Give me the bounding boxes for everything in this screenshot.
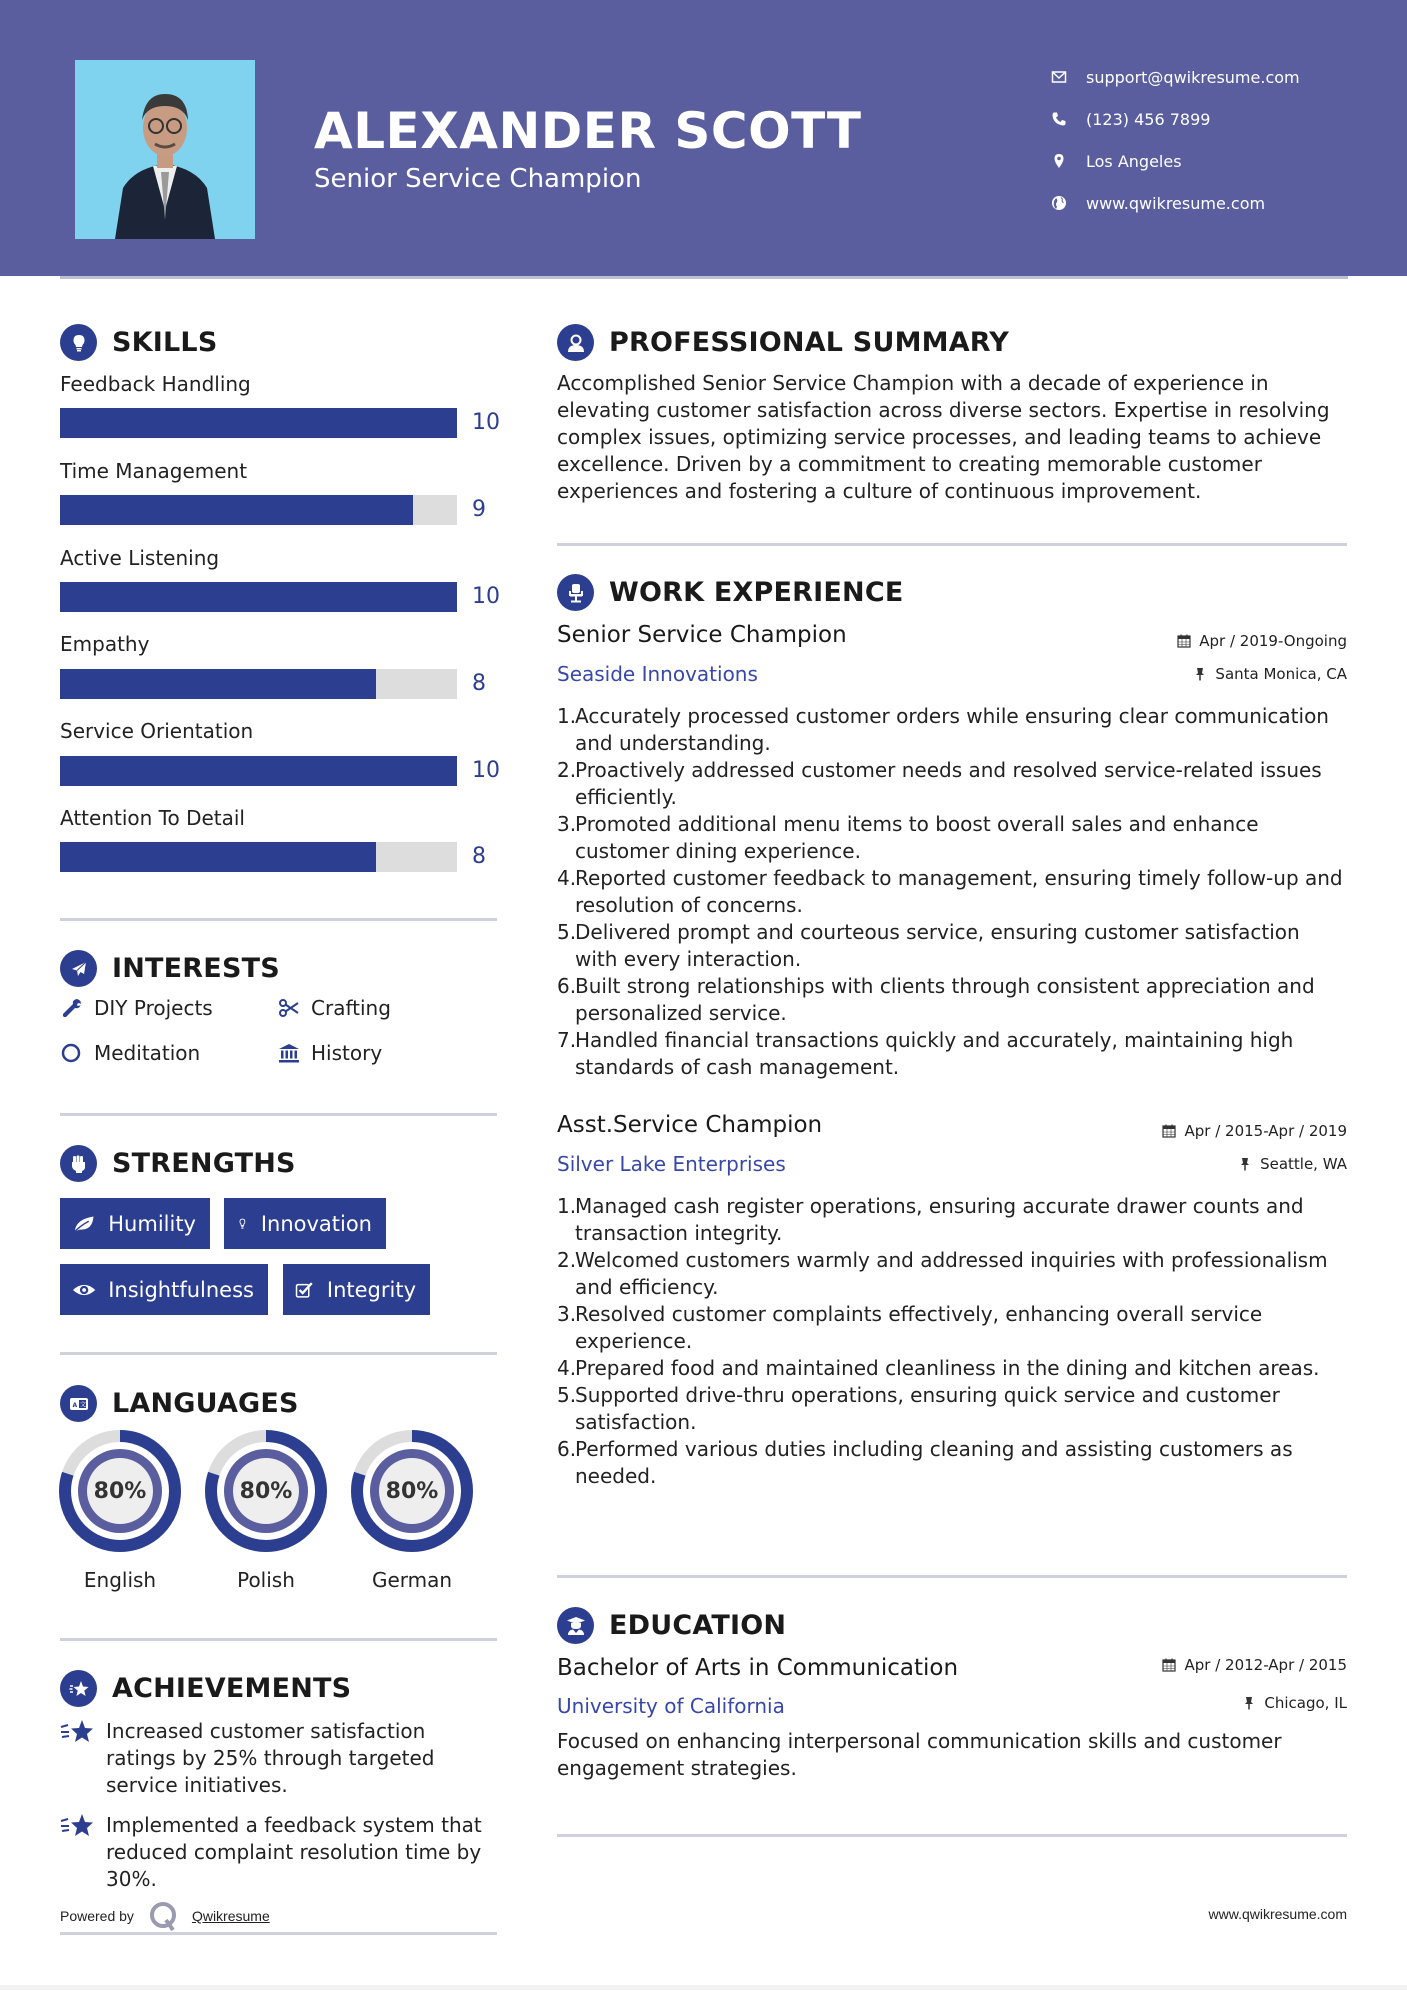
calendar-icon xyxy=(1162,1124,1176,1138)
pushpin-icon xyxy=(1238,1157,1252,1171)
bullet-text: Welcomed customers warmly and addressed inquiries with professionalism and efficiency. xyxy=(575,1248,1328,1299)
graduate-icon xyxy=(557,1607,594,1644)
language-percent: 80% xyxy=(385,1478,439,1504)
contact-website-text: www.qwikresume.com xyxy=(1086,193,1266,213)
strength-badge xyxy=(283,1264,430,1315)
interest-label: Meditation xyxy=(94,1041,201,1065)
strength-label: Humility xyxy=(108,1211,196,1236)
skill-bar-fill xyxy=(60,842,376,872)
language-item xyxy=(205,1430,327,1592)
bullet-item: 6. Performed various duties including cleaning and assisting customers as needed. xyxy=(557,1436,1347,1490)
calendar-icon xyxy=(1177,634,1191,648)
contact-phone-text: (123) 456 7899 xyxy=(1086,109,1211,129)
skill-label: Active Listening xyxy=(60,546,220,570)
job-dates-text: Apr / 2015-Apr / 2019 xyxy=(1184,1122,1347,1140)
lightbulb-icon xyxy=(60,324,97,361)
star-icon xyxy=(60,1718,96,1748)
bullet-text: Managed cash register operations, ensuring accurate drawer counts and transaction integrity. xyxy=(575,1194,1304,1245)
star-icon xyxy=(60,1812,96,1842)
achievement-text: Increased customer satisfaction ratings by 25% through targeted service initiatives. xyxy=(106,1719,435,1797)
interest-label: DIY Projects xyxy=(94,996,213,1020)
interests-title: INTERESTS xyxy=(112,953,280,984)
education-description: Focused on enhancing interpersonal communication skills and customer engagement strategies. xyxy=(557,1729,1282,1780)
language-ring xyxy=(351,1430,473,1552)
skill-bar-fill xyxy=(60,408,457,438)
education-dates-text: Apr / 2012-Apr / 2015 xyxy=(1184,1656,1347,1674)
education-heading xyxy=(557,1607,786,1644)
bullet-text: Supported drive-thru operations, ensuring quick service and customer satisfaction. xyxy=(575,1383,1280,1434)
strength-badge xyxy=(60,1198,210,1249)
school-name: University of California xyxy=(557,1694,785,1718)
skill-bar xyxy=(60,756,457,786)
resume-header xyxy=(0,0,1407,276)
office-chair-icon xyxy=(557,574,594,611)
interest-item xyxy=(277,1041,382,1065)
achievements-title: ACHIEVEMENTS xyxy=(112,1673,352,1704)
job-location xyxy=(1193,665,1347,683)
bullet-item: 5. Supported drive-thru operations, ensuring quick service and customer satisfaction. xyxy=(557,1382,1347,1436)
language-item xyxy=(59,1430,181,1592)
contact-location-text: Los Angeles xyxy=(1086,151,1182,171)
skill-label: Time Management xyxy=(60,459,248,483)
qwikresume-logo-icon xyxy=(148,1900,180,1932)
contact-email-text: support@qwikresume.com xyxy=(1086,67,1300,87)
bullet-text: Built strong relationships with clients through consistent appreciation and personalized service. xyxy=(575,974,1315,1025)
bullet-item: 7. Handled financial transactions quickly and accurately, maintaining high standards of cash management. xyxy=(557,1027,1347,1081)
section-divider xyxy=(60,918,497,921)
education-dates xyxy=(1162,1656,1347,1674)
skill-label: Feedback Handling xyxy=(60,372,251,396)
footer-website-link[interactable]: www.qwikresume.com xyxy=(1208,1906,1347,1922)
bullet-item: 3. Promoted additional menu items to boost overall sales and enhance customer dining experience. xyxy=(557,811,1347,865)
experience-heading xyxy=(557,574,903,611)
job-dates-text: Apr / 2019-Ongoing xyxy=(1199,632,1347,650)
summary-title: PROFESSIONAL SUMMARY xyxy=(609,327,1010,358)
skill-label: Service Orientation xyxy=(60,719,254,743)
language-item xyxy=(351,1430,473,1592)
contact-location xyxy=(1050,140,1300,182)
languages-heading xyxy=(60,1385,299,1422)
skill-bar xyxy=(60,669,457,699)
qwikresume-link[interactable]: Qwikresume xyxy=(191,1908,270,1924)
bullet-text: Accurately processed customer orders while ensuring clear communication and understanding. xyxy=(575,704,1329,755)
skill-value: 10 xyxy=(472,758,500,783)
bullet-item: 4. Reported customer feedback to management, ensuring timely follow-up and resolution of concerns. xyxy=(557,865,1347,919)
skill-bar xyxy=(60,582,457,612)
language-percent: 80% xyxy=(93,1478,147,1504)
bullet-text: Handled financial transactions quickly and accurately, maintaining high standards of cash management. xyxy=(575,1028,1294,1079)
contact-website[interactable] xyxy=(1050,182,1300,224)
job-company: Seaside Innovations xyxy=(557,662,758,686)
interest-item xyxy=(60,1041,200,1065)
achievement-item xyxy=(60,1812,500,1893)
languages-title: LANGUAGES xyxy=(112,1388,299,1419)
bullet-item: 2. Welcomed customers warmly and addressed inquiries with professionalism and efficiency. xyxy=(557,1247,1347,1301)
job-location xyxy=(1238,1155,1347,1173)
powered-by xyxy=(60,1900,270,1932)
job-title: Senior Service Champion xyxy=(557,622,847,648)
bullet-text: Proactively addressed customer needs and resolved service-related issues efficiently. xyxy=(575,758,1322,809)
section-divider xyxy=(557,1834,1347,1837)
language-name: German xyxy=(371,1568,453,1592)
phone-icon xyxy=(1050,110,1068,128)
job-dates xyxy=(1162,1122,1347,1140)
education-location-text: Chicago, IL xyxy=(1264,1694,1347,1712)
user-icon xyxy=(557,324,594,361)
fist-icon xyxy=(60,1145,97,1182)
skill-bar xyxy=(60,408,457,438)
job-company: Silver Lake Enterprises xyxy=(557,1152,786,1176)
section-divider xyxy=(557,543,1347,546)
bullet-text: Resolved customer complaints effectively, enhancing overall service experience. xyxy=(575,1302,1263,1353)
candidate-title: Senior Service Champion xyxy=(314,164,642,194)
skill-bar-fill xyxy=(60,582,457,612)
skill-value: 10 xyxy=(472,584,500,609)
paper-plane-icon xyxy=(60,950,97,987)
page-bottom-edge xyxy=(0,1985,1407,1990)
bullet-text: Performed various duties including cleaning and assisting customers as needed. xyxy=(575,1437,1293,1488)
bullet-text: Prepared food and maintained cleanliness in the dining and kitchen areas. xyxy=(575,1356,1320,1380)
summary-heading xyxy=(557,324,1009,361)
achievement-text: Implemented a feedback system that reduced complaint resolution time by 30%. xyxy=(106,1813,482,1891)
skill-value: 8 xyxy=(472,671,486,696)
eye-icon xyxy=(72,1279,96,1301)
skill-value: 9 xyxy=(472,497,486,522)
strengths-heading xyxy=(60,1145,296,1182)
bullet-text: Reported customer feedback to management, ensuring timely follow-up and resolution of concerns. xyxy=(575,866,1343,917)
skill-bar-fill xyxy=(60,756,457,786)
language-ring xyxy=(59,1430,181,1552)
bullet-text: Promoted additional menu items to boost overall sales and enhance customer dining experience. xyxy=(575,812,1259,863)
wrench-icon xyxy=(60,996,84,1020)
strength-badge xyxy=(60,1264,268,1315)
interest-label: History xyxy=(311,1041,383,1065)
strength-label: Integrity xyxy=(326,1277,416,1302)
check-square-icon xyxy=(295,1279,315,1301)
bullet-item: 3. Resolved customer complaints effectively, enhancing overall service experience. xyxy=(557,1301,1347,1355)
language-ring xyxy=(205,1430,327,1552)
interests-heading xyxy=(60,950,280,987)
lightbulb-icon xyxy=(236,1213,249,1235)
skill-bar xyxy=(60,495,457,525)
degree-title: Bachelor of Arts in Communication xyxy=(557,1655,959,1681)
summary-text: Accomplished Senior Service Champion with a decade of experience in elevating customer satisfaction across diverse sectors. Expertise in resolving complex issues, optimizing service processes, and leading teams to achieve excellence. Driven by a commitment to creating memorable customer experiences and fostering a culture of continuous improvement. xyxy=(557,371,1330,503)
skills-heading xyxy=(60,324,217,361)
contact-email[interactable] xyxy=(1050,56,1300,98)
leaf-icon xyxy=(72,1213,96,1235)
candidate-name: ALEXANDER SCOTT xyxy=(314,102,862,160)
language-percent: 80% xyxy=(239,1478,293,1504)
pushpin-icon xyxy=(1242,1696,1256,1710)
bullet-item: 6. Built strong relationships with clients through consistent appreciation and personalized service. xyxy=(557,973,1347,1027)
job-title: Asst.Service Champion xyxy=(557,1112,823,1138)
bullet-item: 5. Delivered prompt and courteous service, ensuring customer satisfaction with every interaction. xyxy=(557,919,1347,973)
skill-bar xyxy=(60,842,457,872)
translate-icon xyxy=(60,1385,97,1422)
interest-item xyxy=(60,996,213,1020)
powered-by-label: Powered by xyxy=(60,1908,134,1924)
strengths-title: STRENGTHS xyxy=(112,1148,296,1179)
header-divider xyxy=(60,276,1348,279)
star-badge-icon xyxy=(60,1670,97,1707)
skill-bar-fill xyxy=(60,495,413,525)
interest-item xyxy=(277,996,391,1020)
skill-value: 10 xyxy=(472,410,500,435)
job-bullets xyxy=(557,1193,1347,1490)
contact-list xyxy=(1050,56,1300,224)
circle-icon xyxy=(60,1041,84,1065)
education-location xyxy=(1242,1694,1347,1712)
skill-bar-fill xyxy=(60,669,376,699)
bullet-item: 1. Accurately processed customer orders while ensuring clear communication and understanding. xyxy=(557,703,1347,757)
skill-value: 8 xyxy=(472,844,486,869)
section-divider xyxy=(557,1575,1347,1578)
strength-label: Innovation xyxy=(260,1211,372,1236)
interest-label: Crafting xyxy=(311,996,391,1020)
museum-icon xyxy=(277,1041,301,1065)
bullet-item: 2. Proactively addressed customer needs and resolved service-related issues efficiently. xyxy=(557,757,1347,811)
language-name: English xyxy=(83,1568,157,1592)
bullet-text: Delivered prompt and courteous service, ensuring customer satisfaction with every interaction. xyxy=(575,920,1300,971)
education-title: EDUCATION xyxy=(609,1610,787,1641)
person-photo-icon xyxy=(75,60,255,239)
achievement-item xyxy=(60,1718,500,1799)
skill-label: Attention To Detail xyxy=(60,806,245,830)
contact-phone[interactable] xyxy=(1050,98,1300,140)
section-divider xyxy=(60,1932,497,1935)
job-bullets xyxy=(557,703,1347,1081)
bullet-item: 1. Managed cash register operations, ensuring accurate drawer counts and transaction integrity. xyxy=(557,1193,1347,1247)
job-location-text: Santa Monica, CA xyxy=(1215,665,1347,683)
job-dates xyxy=(1177,632,1347,650)
experience-title: WORK EXPERIENCE xyxy=(609,577,904,608)
scissors-icon xyxy=(277,996,301,1020)
map-pin-icon xyxy=(1050,152,1068,170)
pushpin-icon xyxy=(1193,667,1207,681)
svg-text:A: A xyxy=(72,1401,77,1409)
job-location-text: Seattle, WA xyxy=(1260,1155,1347,1173)
language-name: Polish xyxy=(237,1568,295,1592)
svg-text:文: 文 xyxy=(79,1401,86,1408)
section-divider xyxy=(60,1638,497,1641)
calendar-icon xyxy=(1162,1658,1176,1672)
strength-label: Insightfulness xyxy=(108,1277,254,1302)
strength-badge xyxy=(224,1198,386,1249)
skill-label: Empathy xyxy=(60,632,150,656)
globe-icon xyxy=(1050,194,1068,212)
achievements-heading xyxy=(60,1670,351,1707)
section-divider xyxy=(60,1352,497,1355)
envelope-icon xyxy=(1050,68,1068,86)
section-divider xyxy=(60,1113,497,1116)
bullet-item: 4. Prepared food and maintained cleanliness in the dining and kitchen areas. xyxy=(557,1356,1320,1380)
skills-title: SKILLS xyxy=(112,327,218,358)
profile-photo xyxy=(75,60,255,239)
